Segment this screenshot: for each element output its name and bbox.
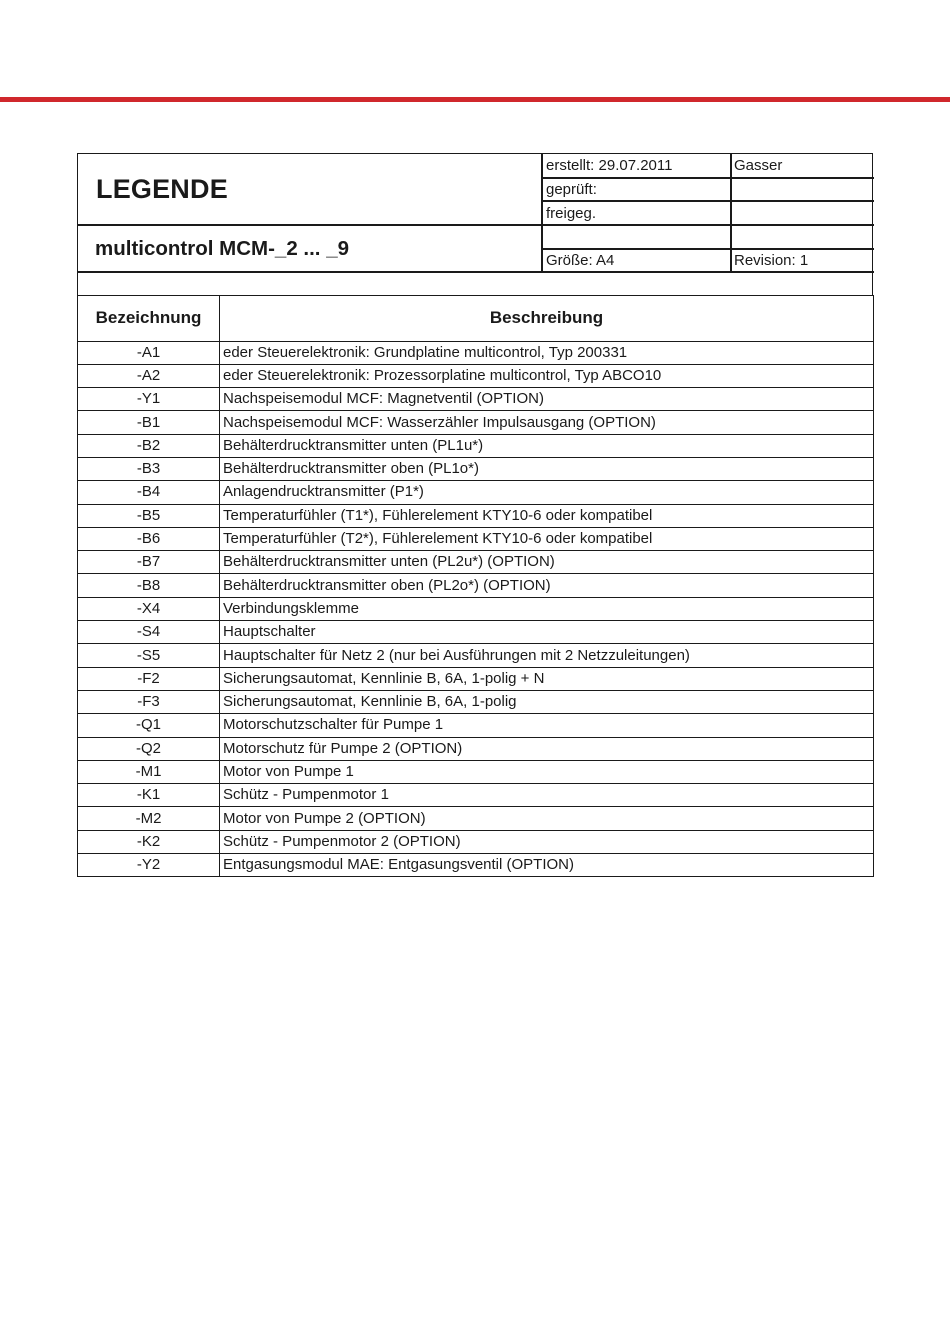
- component-code: -K1: [78, 784, 220, 807]
- table-row: [78, 830, 874, 853]
- paper-size: Größe: A4: [546, 252, 615, 269]
- component-description: Hauptschalter: [220, 621, 874, 644]
- created-by: Gasser: [734, 157, 783, 174]
- component-code: -F2: [78, 667, 220, 690]
- component-description: Schütz - Pumpenmotor 2 (OPTION): [220, 830, 874, 853]
- component-description: Behälterdrucktransmitter oben (PL2o*) (OPTION): [220, 574, 874, 597]
- table-row: [78, 644, 874, 667]
- table-row: [78, 784, 874, 807]
- component-code: -K2: [78, 830, 220, 853]
- component-code: -B3: [78, 457, 220, 480]
- legend-sheet: [77, 153, 873, 877]
- component-description: eder Steuerelektronik: Prozessorplatine multicontrol, Typ ABCO10: [220, 364, 874, 387]
- component-code: -B4: [78, 481, 220, 504]
- table-row: [78, 667, 874, 690]
- component-description: Motor von Pumpe 1: [220, 760, 874, 783]
- component-description: Nachspeisemodul MCF: Magnetventil (OPTION): [220, 388, 874, 411]
- table-row: [78, 364, 874, 387]
- component-description: Motor von Pumpe 2 (OPTION): [220, 807, 874, 830]
- component-code: -B8: [78, 574, 220, 597]
- component-description: Temperaturfühler (T2*), Fühlerelement KTY10-6 oder kompatibel: [220, 527, 874, 550]
- table-row: [78, 690, 874, 713]
- component-description: Entgasungsmodul MAE: Entgasungsventil (OPTION): [220, 854, 874, 877]
- component-description: Sicherungsautomat, Kennlinie B, 6A, 1-polig: [220, 690, 874, 713]
- table-row: [78, 714, 874, 737]
- component-description: Behälterdrucktransmitter unten (PL1u*): [220, 434, 874, 457]
- component-code: -B5: [78, 504, 220, 527]
- component-code: -M2: [78, 807, 220, 830]
- revision: Revision: 1: [734, 252, 809, 269]
- top-red-rule: [0, 97, 950, 102]
- legend-body: [78, 341, 874, 877]
- component-code: -A1: [78, 341, 220, 364]
- table-row: [78, 481, 874, 504]
- component-description: Schütz - Pumpenmotor 1: [220, 784, 874, 807]
- component-code: -B7: [78, 551, 220, 574]
- component-description: Verbindungsklemme: [220, 597, 874, 620]
- component-code: -Y2: [78, 854, 220, 877]
- checked-label: geprüft:: [546, 181, 597, 198]
- component-description: Motorschutz für Pumpe 2 (OPTION): [220, 737, 874, 760]
- component-code: -X4: [78, 597, 220, 620]
- table-row: [78, 621, 874, 644]
- table-row: [78, 457, 874, 480]
- component-code: -S5: [78, 644, 220, 667]
- table-row: [78, 434, 874, 457]
- component-code: -Y1: [78, 388, 220, 411]
- column-header-description: Beschreibung: [220, 295, 874, 341]
- table-row: [78, 341, 874, 364]
- table-row: [78, 411, 874, 434]
- component-description: Anlagendrucktransmitter (P1*): [220, 481, 874, 504]
- page-title: LEGENDE: [96, 174, 228, 204]
- released-label: freigeg.: [546, 205, 597, 222]
- component-code: -A2: [78, 364, 220, 387]
- component-code: -Q1: [78, 714, 220, 737]
- component-code: -B2: [78, 434, 220, 457]
- component-description: Motorschutzschalter für Pumpe 1: [220, 714, 874, 737]
- table-row: [78, 597, 874, 620]
- product-subtitle: multicontrol MCM-_2 ... _9: [95, 237, 349, 260]
- table-row: [78, 854, 874, 877]
- table-row: [78, 760, 874, 783]
- table-row: [78, 527, 874, 550]
- component-code: -Q2: [78, 737, 220, 760]
- table-row: [78, 807, 874, 830]
- component-code: -M1: [78, 760, 220, 783]
- component-code: -B6: [78, 527, 220, 550]
- component-code: -F3: [78, 690, 220, 713]
- component-description: Nachspeisemodul MCF: Wasserzähler Impulsausgang (OPTION): [220, 411, 874, 434]
- table-header-row: [78, 295, 874, 341]
- component-description: Behälterdrucktransmitter oben (PL1o*): [220, 457, 874, 480]
- table-row: [78, 574, 874, 597]
- table-row: [78, 737, 874, 760]
- component-code: -B1: [78, 411, 220, 434]
- created-date: erstellt: 29.07.2011: [546, 157, 673, 174]
- table-row: [78, 388, 874, 411]
- column-header-code: Bezeichnung: [78, 295, 220, 341]
- component-description: Sicherungsautomat, Kennlinie B, 6A, 1-polig + N: [220, 667, 874, 690]
- table-row: [78, 504, 874, 527]
- component-description: Hauptschalter für Netz 2 (nur bei Ausführungen mit 2 Netzzuleitungen): [220, 644, 874, 667]
- legend-table: [77, 295, 874, 878]
- component-description: Behälterdrucktransmitter unten (PL2u*) (OPTION): [220, 551, 874, 574]
- component-description: eder Steuerelektronik: Grundplatine multicontrol, Typ 200331: [220, 341, 874, 364]
- table-row: [78, 551, 874, 574]
- component-code: -S4: [78, 621, 220, 644]
- title-block: [77, 153, 873, 296]
- component-description: Temperaturfühler (T1*), Fühlerelement KTY10-6 oder kompatibel: [220, 504, 874, 527]
